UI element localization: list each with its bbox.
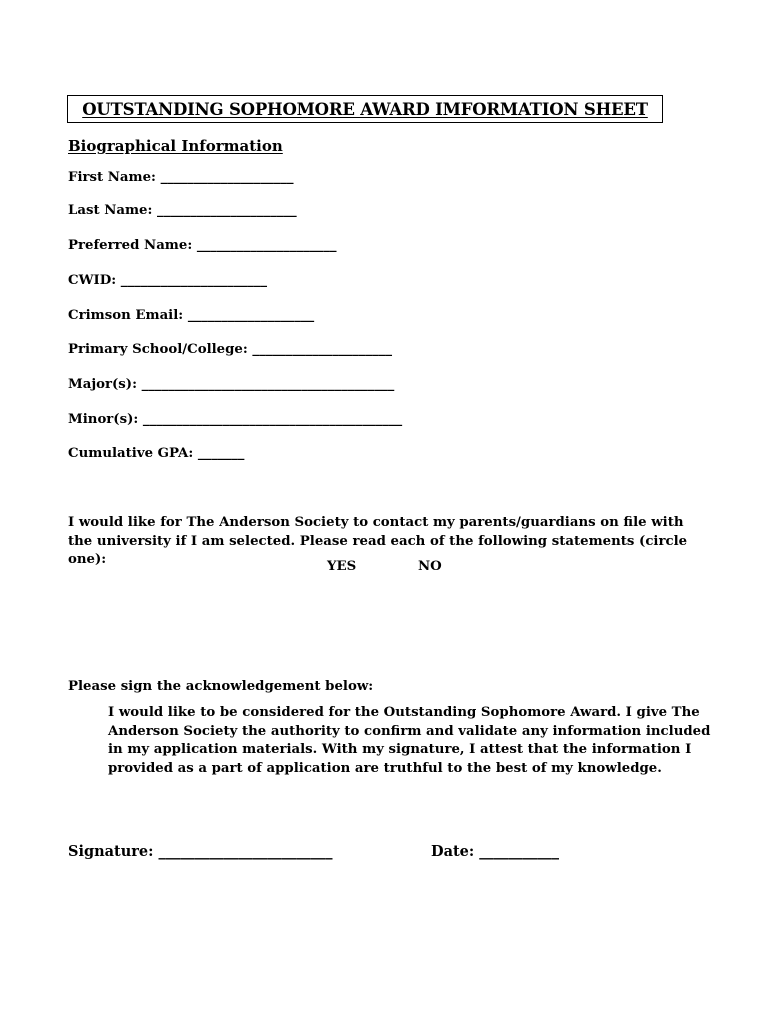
- first-name-field[interactable]: First Name: ____________________: [68, 170, 294, 185]
- contact-statement: I would like for The Anderson Society to contact my parents/guardians on file with the university if I am selected. Please read each of the following statements (circle one):: [68, 515, 688, 567]
- last-name-field[interactable]: Last Name: _____________________: [68, 203, 297, 218]
- no-option[interactable]: NO: [418, 559, 442, 574]
- cwid-field[interactable]: CWID: ______________________: [68, 273, 268, 288]
- date-field[interactable]: Date: ___________: [431, 843, 560, 860]
- primary-school-field[interactable]: Primary School/College: _____________________: [68, 342, 393, 357]
- acknowledgement-text: I would like to be considered for the Outstanding Sophomore Award. I give The Anderson Society the authority to confirm and validate any information included in my application materials. With my signature, I attest that the information I provided as a part of application are truthful to the best of my knowledge.: [108, 705, 711, 776]
- signature-field[interactable]: Signature: ________________________: [68, 843, 333, 860]
- yes-option[interactable]: YES: [327, 559, 357, 574]
- preferred-name-field[interactable]: Preferred Name: _____________________: [68, 238, 337, 253]
- majors-field[interactable]: Major(s): ______________________________________: [68, 377, 395, 392]
- crimson-email-field[interactable]: Crimson Email: ___________________: [68, 308, 315, 323]
- form-title: OUTSTANDING SOPHOMORE AWARD IMFORMATION SHEET: [82, 99, 648, 119]
- cumulative-gpa-field[interactable]: Cumulative GPA: _______: [68, 446, 245, 461]
- acknowledgement-heading: Please sign the acknowledgement below:: [68, 679, 374, 694]
- title-box: [67, 95, 663, 123]
- minors-field[interactable]: Minor(s): _______________________________________: [68, 412, 403, 427]
- section-heading-biographical: Biographical Information: [68, 137, 283, 155]
